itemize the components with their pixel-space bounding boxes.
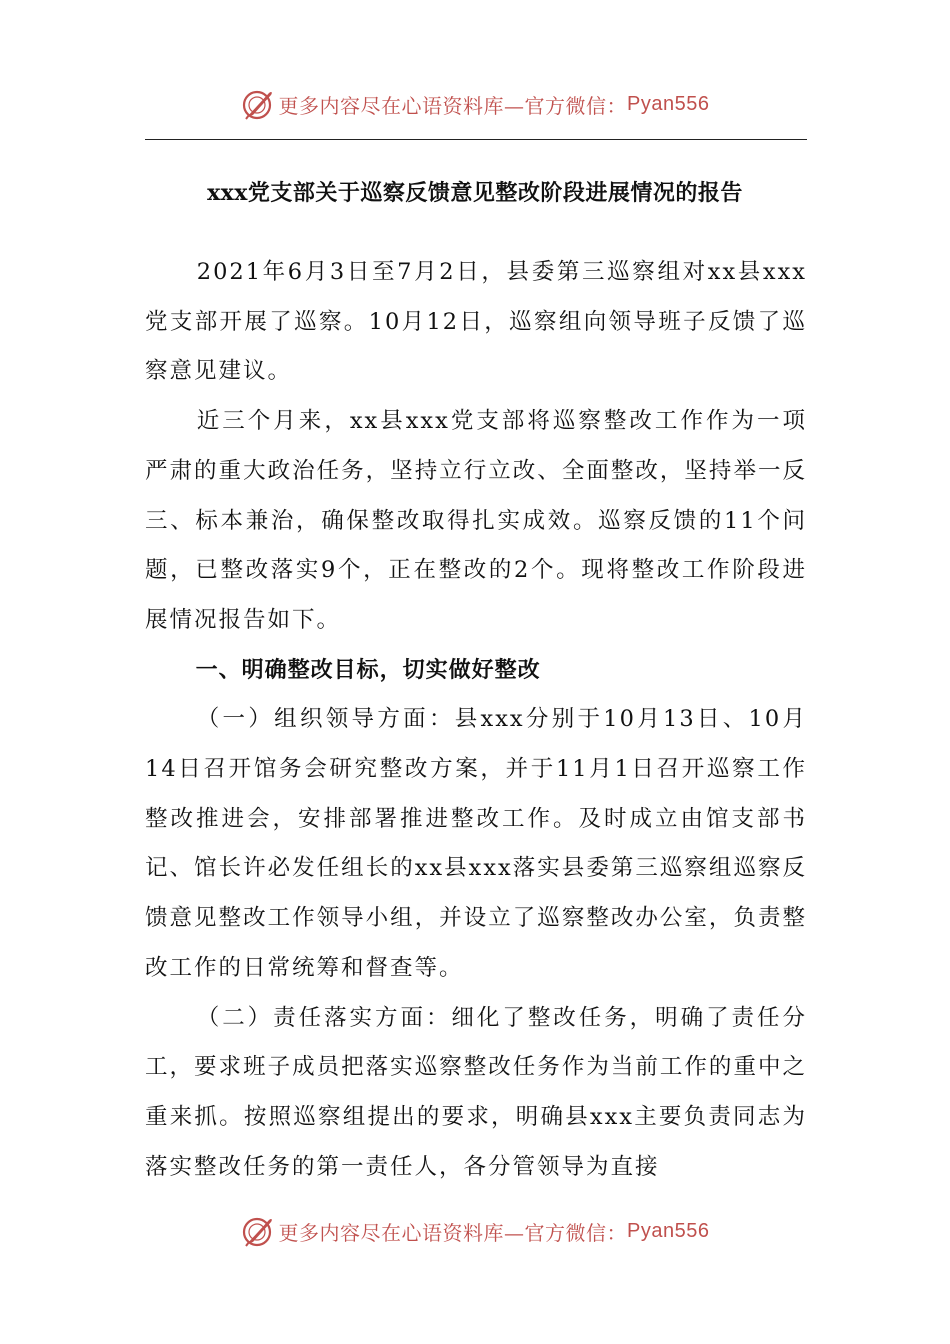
intro-paragraph-1: 2021年6月3日至7月2日，县委第三巡察组对xx县xxx党支部开展了巡察。10月12日，巡察组向领导班子反馈了巡察意见建议。	[145, 259, 807, 385]
section-heading-1: 一、明确整改目标，切实做好整改	[195, 657, 541, 683]
watermark-wechat-id: Pyan556	[627, 92, 710, 115]
watermark-text: 更多内容尽在心语资料库—官方微信：	[278, 1220, 628, 1245]
document-title: xxx党支部关于巡察反馈意见整改阶段进展情况的报告	[207, 180, 743, 206]
footer-watermark	[0, 1211, 950, 1251]
watermark-text: 更多内容尽在心语资料库—官方微信：	[278, 93, 628, 118]
intro-paragraph-2: 近三个月来，xx县xxx党支部将巡察整改工作作为一项严肃的重大政治任务，坚持立行立改、全面整改，坚持举一反三、标本兼治，确保整改取得扎实成效。巡察反馈的11个问题，已整改落实9个，正在整改的2个。现将整改工作阶段进展情况报告如下。	[145, 408, 807, 633]
quill-logo-icon	[241, 87, 275, 121]
section1-paragraph-1: （一）组织领导方面：县xxx分别于10月13日、10月14日召开馆务会研究整改方案，并于11月1日召开巡察工作整改推进会，安排部署推进整改工作。及时成立由馆支部书记、馆长许必发任组长的xx县xxx落实县委第三巡察组巡察反馈意见整改工作领导小组，并设立了巡察整改办公室，负责整改工作的日常统筹和督查等。	[145, 706, 807, 981]
header-divider	[145, 139, 807, 140]
quill-logo-icon	[241, 1214, 275, 1248]
section1-paragraph-2: （二）责任落实方面：细化了整改任务，明确了责任分工，要求班子成员把落实巡察整改任务作为当前工作的重中之重来抓。按照巡察组提出的要求，明确县xxx主要负责同志为落实整改任务的第一责任人，各分管领导为直接	[145, 1004, 807, 1180]
document-body	[145, 248, 807, 1192]
header-watermark	[0, 84, 950, 124]
watermark-wechat-id: Pyan556	[627, 1219, 710, 1242]
